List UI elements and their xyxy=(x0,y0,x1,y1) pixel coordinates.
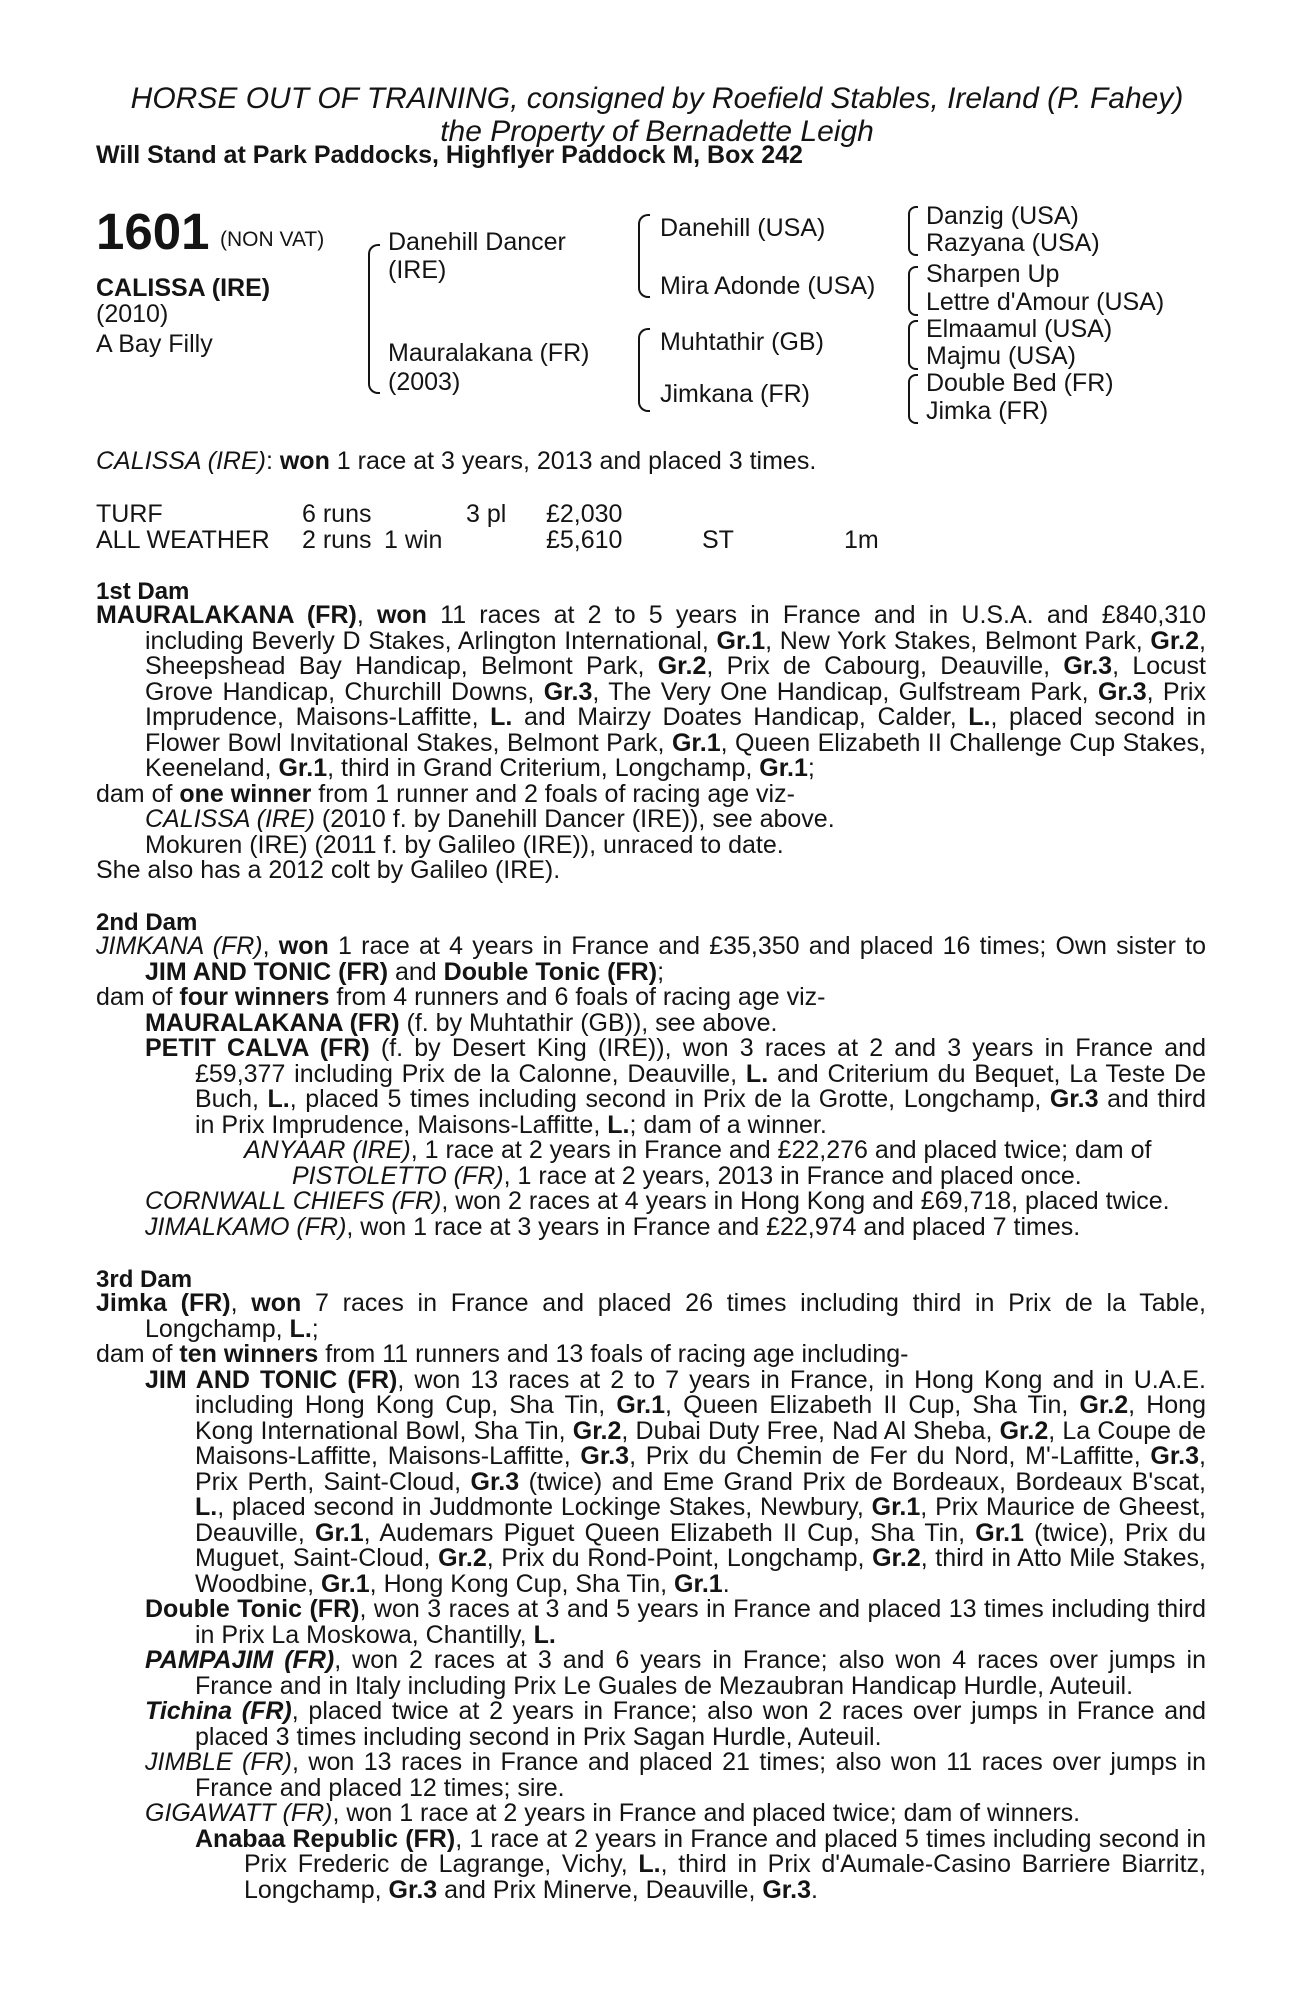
sire-dam: Mira Adonde (USA) xyxy=(660,272,876,300)
d2-c2: (f. by Muhtathir (GB)), see above. xyxy=(399,1008,778,1037)
d1-a21: Gr.1 xyxy=(671,728,721,757)
dam-sire: Muhtathir (GB) xyxy=(660,328,824,356)
horse-description: A Bay Filly xyxy=(96,330,213,358)
d1-a13: Gr.3 xyxy=(543,677,593,706)
third-dam-granddaughter xyxy=(96,1824,1206,1904)
first-dam-foal-1 xyxy=(96,807,1206,833)
d3-c1: JIM AND TONIC (FR) xyxy=(145,1365,398,1394)
d1-b2: one winner xyxy=(179,779,312,808)
sire-name: Danehill Dancer xyxy=(388,228,566,256)
d3-c20: , Prix Maurice de Gheest, Deauville, xyxy=(195,1493,1206,1547)
d3-c21: Gr.1 xyxy=(315,1518,364,1547)
third-dam-foal-6 xyxy=(96,1801,1206,1827)
second-dam-foal-2 xyxy=(96,1036,1206,1138)
d2-a2: , xyxy=(262,932,279,960)
d3-a5: L. xyxy=(289,1314,312,1343)
d2-a8: ; xyxy=(657,957,665,986)
d1-a4: 11 races at 2 to 5 years in France and in U.S.A. and £840,310 including Beverly D Stakes, Arlington International, xyxy=(145,601,1206,655)
d3-e2: , won 2 races at 3 and 6 years in France; also won 4 races over jumps in France and in Italy including Prix Le Guales de Mezaubran Handicap Hurdle, Auteuil. xyxy=(195,1646,1206,1700)
d2-d7: Gr.3 xyxy=(1049,1085,1099,1113)
third-dam-foal-2 xyxy=(96,1597,1206,1648)
second-dam-foal-1 xyxy=(96,1008,1206,1037)
first-dam-heading: 1st Dam xyxy=(96,578,190,605)
d1-c1: CALISSA (IRE) xyxy=(145,805,315,833)
d2-g1: CORNWALL CHIEFS (FR) xyxy=(145,1187,442,1215)
d1-a7: Gr.2 xyxy=(1150,626,1200,655)
d1-a11: Gr.3 xyxy=(1063,652,1113,680)
d3-h2: , won 1 race at 2 years in France and placed twice; dam of winners. xyxy=(332,1799,1081,1827)
d3-c10: , La Coupe de Maisons-Laffitte, Maisons-Laffitte, xyxy=(195,1416,1206,1470)
dsd-name: Majmu (USA) xyxy=(926,342,1077,370)
d1-a20: , placed second in Flower Bowl Invitational Stakes, Belmont Park, xyxy=(145,703,1206,757)
d3-c26: , Prix du Rond-Point, Longchamp, xyxy=(486,1544,873,1572)
d3-c18: , placed second in Juddmonte Lockinge Stakes, Newbury, xyxy=(217,1493,872,1521)
d3-c16: (twice) and Eme Grand Prix de Bordeaux, Bordeaux B'scat, xyxy=(519,1467,1206,1496)
d1-a14: , The Very One Handicap, Gulfstream Park, xyxy=(592,677,1098,706)
d3-c6: , Hong Kong International Bowl, Sha Tin, xyxy=(195,1391,1206,1445)
d3-c15: Gr.3 xyxy=(470,1467,520,1496)
pedigree-bracket-3c xyxy=(908,320,918,370)
dam-year: (2003) xyxy=(388,368,461,396)
sire-origin: (IRE) xyxy=(388,256,447,284)
d1-a26: ; xyxy=(807,754,815,782)
d3-i2: , 1 race at 2 years in France and placed 5 times including second in Prix Frederic de Lagrange, Vichy, xyxy=(244,1824,1206,1878)
first-dam-record xyxy=(96,603,1206,782)
d1-e1: She also has a 2012 colt by Galileo (IRE). xyxy=(96,856,561,884)
pedigree-bracket-1 xyxy=(368,244,380,394)
d3-i8: . xyxy=(811,1875,818,1904)
sdd-name: Lettre d'Amour (USA) xyxy=(926,288,1165,316)
d1-a24: , third in Grand Criterium, Longchamp, xyxy=(327,754,760,782)
d2-d5: L. xyxy=(267,1085,290,1113)
d2-a3: won xyxy=(278,932,329,960)
d1-b1: dam of xyxy=(96,779,180,808)
sss-name: Danzig (USA) xyxy=(926,202,1079,230)
d2-b3: from 4 runners and 6 foals of racing age viz- xyxy=(329,983,826,1011)
second-dam-great-granddaughter xyxy=(96,1161,1206,1190)
turf-money: £2,030 xyxy=(546,500,623,528)
d2-d3: L. xyxy=(745,1059,769,1088)
second-dam-foal-3 xyxy=(96,1189,1206,1215)
d1-a23: Gr.1 xyxy=(278,754,328,782)
d2-a1: JIMKANA (FR) xyxy=(96,932,263,960)
d2-b2: four winners xyxy=(179,983,330,1011)
first-dam-block xyxy=(96,603,1206,884)
second-dam-heading: 2nd Dam xyxy=(96,909,198,936)
d3-a3: won xyxy=(251,1289,302,1317)
lot-number: 1601 xyxy=(96,203,210,260)
d1-a2: , xyxy=(356,601,377,629)
d1-a22: , Queen Elizabeth II Challenge Cup Stakes, Keeneland, xyxy=(145,728,1206,782)
d2-b1: dam of xyxy=(96,983,180,1011)
d3-f1: Tichina (FR) xyxy=(145,1697,292,1725)
second-dam-produce xyxy=(96,985,1206,1011)
d3-c31: Gr.1 xyxy=(674,1569,723,1598)
d2-f2: , 1 race at 2 years, 2013 in France and placed once. xyxy=(503,1161,1082,1190)
d2-e2: , 1 race at 2 years in France and £22,276 and placed twice; dam of xyxy=(410,1136,1152,1164)
d3-c2: , won 13 races at 2 to 7 years in France, in Hong Kong and in U.A.E. including Hong Kong Cup, Sha Tin, xyxy=(195,1365,1206,1419)
d3-a4: 7 races in France and placed 26 times including third in Prix de la Table, Longchamp, xyxy=(145,1289,1206,1343)
d3-b2: ten winners xyxy=(179,1340,319,1368)
aw-money: £5,610 xyxy=(546,526,623,554)
d1-a19: L. xyxy=(968,703,991,731)
d1-d1: Mokuren (IRE) (2011 f. by Galileo (IRE)), unraced to date. xyxy=(145,830,784,859)
pedigree-bracket-3a xyxy=(908,206,918,256)
d3-c23: Gr.1 xyxy=(975,1518,1024,1547)
d1-a18: and Mairzy Doates Handicap, Calder, xyxy=(512,703,969,731)
d1-a17: L. xyxy=(490,703,513,731)
race-summary xyxy=(96,447,816,476)
d1-a1: MAURALAKANA (FR) xyxy=(96,601,357,629)
summary-won: won xyxy=(279,447,330,475)
d2-f1: PISTOLETTO (FR) xyxy=(292,1161,504,1190)
aw-win: 1 win xyxy=(384,526,443,554)
d1-a16: , Prix Imprudence, Maisons-Laffitte, xyxy=(145,677,1206,731)
aw-runs: 2 runs xyxy=(302,526,372,554)
d3-g1: JIMBLE (FR) xyxy=(145,1748,292,1776)
d3-h1: GIGAWATT (FR) xyxy=(145,1799,333,1827)
d2-a5: JIM AND TONIC (FR) xyxy=(145,957,389,986)
third-dam-record xyxy=(96,1291,1206,1342)
d3-c7: Gr.2 xyxy=(572,1416,622,1445)
d3-c3: Gr.1 xyxy=(616,1391,666,1419)
d3-i3: L. xyxy=(638,1850,661,1878)
d3-c13: Gr.3 xyxy=(1150,1442,1200,1470)
turf-label: TURF xyxy=(96,500,163,528)
d2-c1: MAURALAKANA (FR) xyxy=(145,1008,400,1037)
d2-d8: and third in Prix Imprudence, Maisons-Laffitte, xyxy=(195,1085,1206,1139)
d3-c12: , Prix du Chemin de Fer du Nord, M'-Laffitte, xyxy=(629,1442,1151,1470)
d2-d9: L. xyxy=(607,1110,630,1139)
d3-c32: . xyxy=(722,1569,730,1598)
d3-a1: Jimka (FR) xyxy=(96,1289,231,1317)
d3-d1: Double Tonic (FR) xyxy=(145,1595,360,1623)
d3-b1: dam of xyxy=(96,1340,180,1368)
d3-i6: and Prix Minerve, Deauville, xyxy=(437,1875,763,1904)
d3-a6: ; xyxy=(311,1314,319,1343)
third-dam-block xyxy=(96,1291,1206,1903)
d3-i4: , third in Prix d'Aumale-Casino Barriere Biarritz, Longchamp, xyxy=(244,1850,1206,1904)
pedigree-bracket-2a xyxy=(638,214,650,298)
sds-name: Sharpen Up xyxy=(926,260,1060,288)
property-line: the Property of Bernadette Leigh xyxy=(440,115,874,148)
dam-dam: Jimkana (FR) xyxy=(660,380,811,408)
d1-a8: , Sheepshead Bay Handicap, Belmont Park, xyxy=(145,626,1206,680)
aw-distance: 1m xyxy=(844,526,879,554)
d2-g2: , won 2 races at 4 years in Hong Kong and £69,718, placed twice. xyxy=(441,1187,1170,1215)
turf-placed: 3 pl xyxy=(466,500,507,528)
first-dam-foal-2 xyxy=(96,830,1206,859)
dam-name: Mauralakana (FR) xyxy=(388,339,590,367)
aw-going: ST xyxy=(702,526,734,554)
sire-sire: Danehill (USA) xyxy=(660,214,826,242)
d3-i5: Gr.3 xyxy=(388,1875,438,1904)
d3-c27: Gr.2 xyxy=(872,1544,921,1572)
d3-a2: , xyxy=(230,1289,252,1317)
d3-i7: Gr.3 xyxy=(762,1875,811,1904)
third-dam-produce xyxy=(96,1342,1206,1368)
d1-a3: won xyxy=(376,601,427,629)
d2-d10: ; dam of a winner. xyxy=(629,1110,827,1139)
second-dam-foal-4 xyxy=(96,1212,1206,1241)
d3-c30: , Hong Kong Cup, Sha Tin, xyxy=(369,1569,675,1598)
d3-d2: , won 3 races at 3 and 5 years in France and placed 13 times including third in Prix La Moskowa, Chantilly, xyxy=(195,1595,1206,1649)
d2-h1: JIMALKAMO (FR) xyxy=(145,1212,347,1241)
d1-a9: Gr.2 xyxy=(657,652,707,680)
second-dam-block xyxy=(96,934,1206,1240)
d1-a12: , Locust Grove Handicap, Churchill Downs, xyxy=(145,652,1206,706)
d3-c25: Gr.2 xyxy=(438,1544,487,1572)
d1-b3: from 1 runner and 2 foals of racing age viz- xyxy=(311,779,795,808)
d2-e1: ANYAAR (IRE) xyxy=(244,1136,411,1164)
summary-horse-name: CALISSA (IRE) xyxy=(96,447,266,475)
horse-name: CALISSA (IRE) xyxy=(96,274,271,302)
third-dam-heading: 3rd Dam xyxy=(96,1266,193,1293)
foaling-year: (2010) xyxy=(96,300,169,328)
d2-a4: 1 race at 4 years in France and £35,350 and placed 16 times; Own sister to xyxy=(328,932,1206,960)
d3-c19: Gr.1 xyxy=(871,1493,921,1521)
d3-i1: Anabaa Republic (FR) xyxy=(195,1824,456,1853)
summary-colon: : xyxy=(265,447,273,475)
pedigree-bracket-2b xyxy=(638,328,650,412)
summary-rest: 1 race at 3 years, 2013 and placed 3 times. xyxy=(329,447,817,475)
d3-b3: from 11 runners and 13 foals of racing age including- xyxy=(318,1340,909,1368)
d2-a7: Double Tonic (FR) xyxy=(443,957,658,986)
dds-name: Double Bed (FR) xyxy=(926,369,1114,397)
d3-c8: , Dubai Duty Free, Nad Al Sheba, xyxy=(621,1416,1000,1445)
d3-f2: , placed twice at 2 years in France; also won 2 races over jumps in France and placed 3 times including second in Prix Sagan Hurdle, Auteuil. xyxy=(195,1697,1206,1751)
dss-name: Elmaamul (USA) xyxy=(926,315,1113,343)
aw-label: ALL WEATHER xyxy=(96,526,270,554)
consignor-line: HORSE OUT OF TRAINING, consigned by Roefield Stables, Ireland (P. Fahey) xyxy=(130,82,1184,115)
d1-a5: Gr.1 xyxy=(716,626,766,655)
pedigree-bracket-3d xyxy=(908,374,918,424)
ssd-name: Razyana (USA) xyxy=(926,229,1100,257)
d1-a10: , Prix de Cabourg, Deauville, xyxy=(706,652,1064,680)
d3-c4: , Queen Elizabeth II Cup, Sha Tin, xyxy=(665,1391,1080,1419)
d3-g2: , won 13 races in France and placed 21 times; also won 11 races over jumps in France and placed 12 times; sire. xyxy=(195,1748,1206,1802)
d2-d2: (f. by Desert King (IRE)), won 3 races at 2 and 3 years in France and £59,377 including Prix de la Calonne, Deauville, xyxy=(195,1034,1206,1088)
d1-a6: , New York Stakes, Belmont Park, xyxy=(765,626,1151,655)
d3-c29: Gr.1 xyxy=(321,1569,370,1598)
d3-d3: L. xyxy=(533,1620,556,1649)
third-dam-foal-5 xyxy=(96,1750,1206,1801)
d2-d1: PETIT CALVA (FR) xyxy=(145,1034,370,1062)
vat-status: (NON VAT) xyxy=(220,228,325,251)
first-dam-produce xyxy=(96,779,1206,808)
d3-e1: PAMPAJIM (FR) xyxy=(145,1646,335,1674)
d1-a25: Gr.1 xyxy=(759,754,808,782)
d2-d4: and Criterium du Bequet, La Teste De Buch, xyxy=(195,1059,1206,1113)
d3-c9: Gr.2 xyxy=(999,1416,1049,1445)
d2-d6: , placed 5 times including second in Prix de la Grotte, Longchamp, xyxy=(289,1085,1050,1113)
ddd-name: Jimka (FR) xyxy=(926,397,1049,425)
d3-c11: Gr.3 xyxy=(580,1442,630,1470)
third-dam-foal-3 xyxy=(96,1648,1206,1699)
d2-h2: , won 1 race at 3 years in France and £22,974 and placed 7 times. xyxy=(346,1212,1081,1241)
d3-c14: , Prix Perth, Saint-Cloud, xyxy=(195,1442,1206,1496)
d3-c5: Gr.2 xyxy=(1079,1391,1129,1419)
d3-c24: (twice), Prix du Muguet, Saint-Cloud, xyxy=(195,1518,1206,1572)
stand-line: Will Stand at Park Paddocks, Highflyer Paddock M, Box 242 xyxy=(96,141,803,169)
pedigree-bracket-3b xyxy=(908,266,918,316)
third-dam-foal-1 xyxy=(96,1365,1206,1598)
d3-c17: L. xyxy=(195,1493,218,1521)
d3-c28: , third in Atto Mile Stakes, Woodbine, xyxy=(195,1544,1206,1598)
second-dam-record xyxy=(96,934,1206,985)
d2-a6: and xyxy=(388,957,444,986)
d1-a15: Gr.3 xyxy=(1097,677,1147,706)
d1-c2: (2010 f. by Danehill Dancer (IRE)), see above. xyxy=(314,805,835,833)
third-dam-foal-4 xyxy=(96,1699,1206,1750)
turf-runs: 6 runs xyxy=(302,500,372,528)
first-dam-note xyxy=(96,858,1206,884)
second-dam-granddaughter xyxy=(96,1138,1206,1164)
d3-c22: , Audemars Piguet Queen Elizabeth II Cup, Sha Tin, xyxy=(363,1518,976,1547)
